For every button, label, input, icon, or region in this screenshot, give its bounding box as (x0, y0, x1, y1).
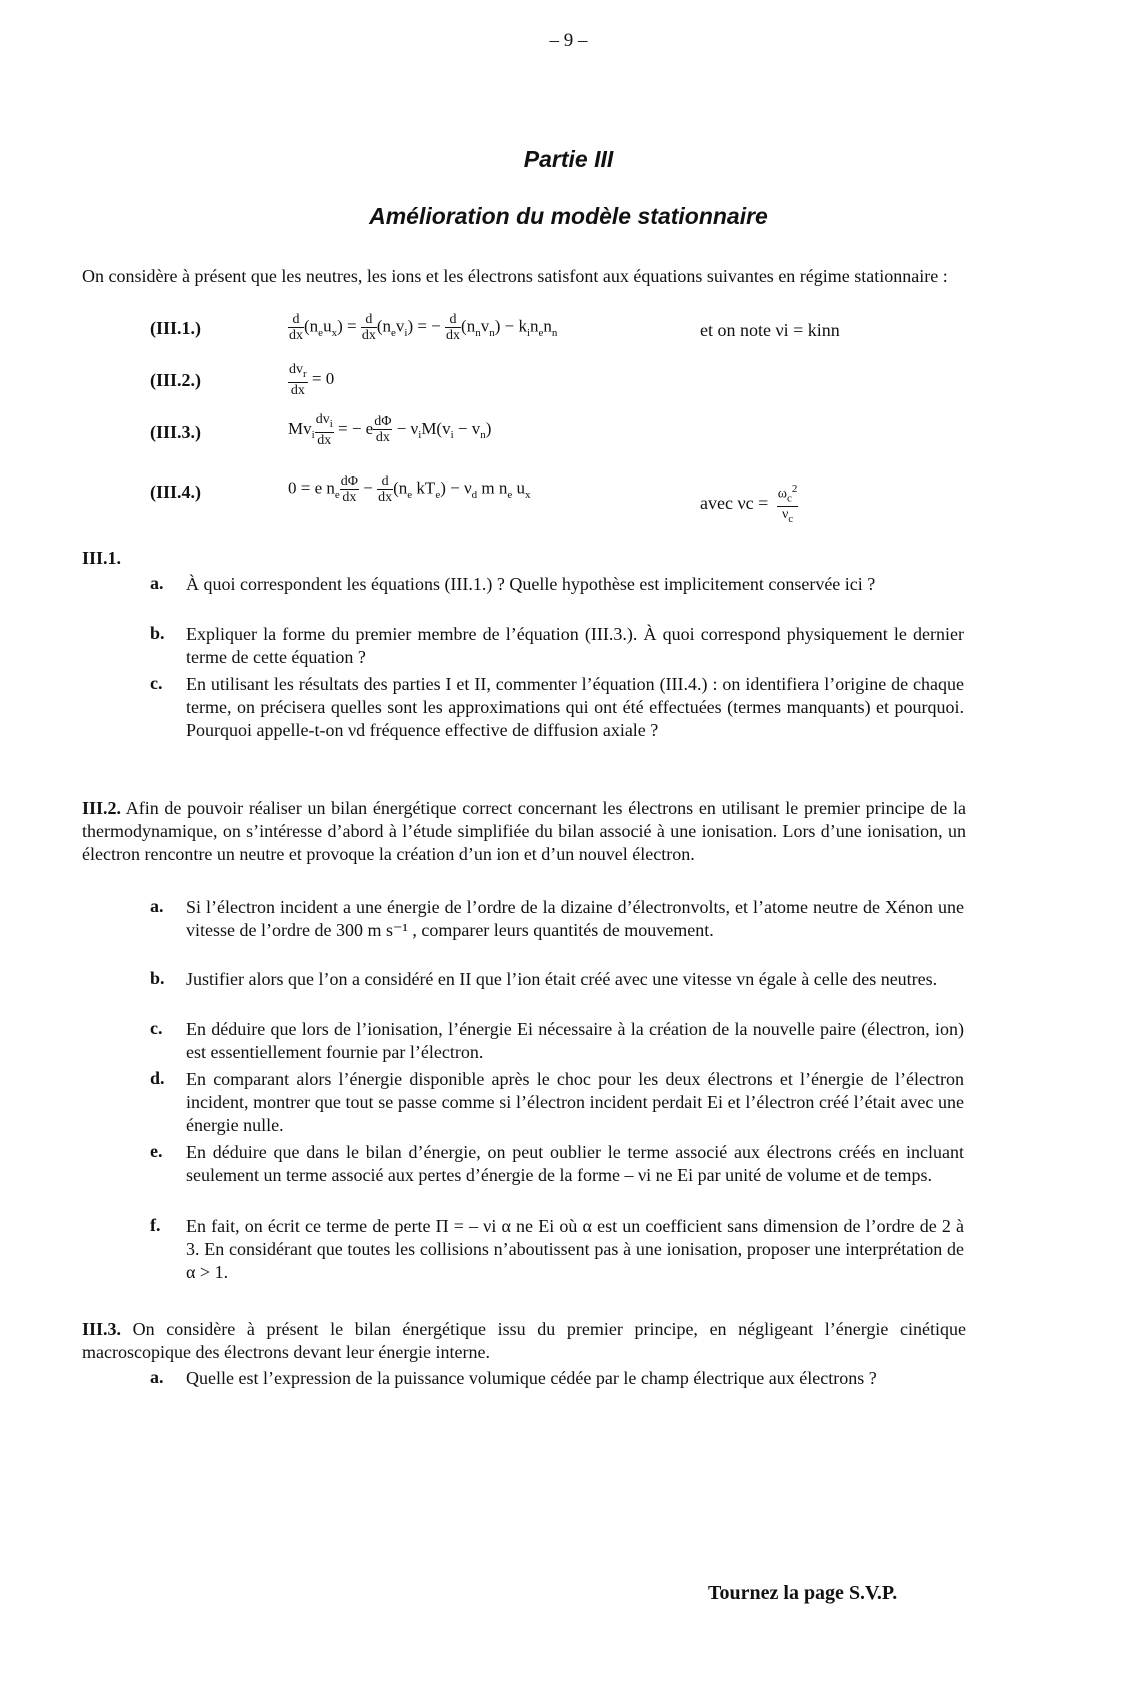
question-III-2-d: En comparant alors l’énergie disponible après le choc pour les deux électrons et l’énergie de l’électron incident, montrer que tout se passe comme si l’électron incident perdait Ei et l’électron créé l’était avec une énergie nulle. (186, 1069, 964, 1135)
question-III-2-e: En déduire que dans le bilan d’énergie, on peut oublier le terme associé aux électrons créés en incluant seulement un terme associé aux pertes d’énergie de la forme – νi ne Ei par unité de volume et de temps. (186, 1142, 964, 1185)
question-III-1-b: Expliquer la forme du premier membre de l’équation (III.3.). À quoi correspond physiquement le dernier terme de cette équation ? (186, 624, 964, 667)
equation-note-4 (700, 482, 798, 527)
equation-III-2: $\frac{dv_r}{dx}$ = 0 (289, 362, 335, 398)
section-III-3-intro-text: On considère à présent le bilan énergétique issu du premier principe, en négligeant l’énergie cinétique macroscopique des électrons devant leur énergie interne. (82, 1319, 967, 1362)
section-III-3-intro (82, 1318, 966, 1364)
item-letter: c. (150, 1018, 163, 1038)
equation-label-3: (III.3.) (150, 422, 202, 442)
item-letter: a. (150, 1367, 164, 1387)
question-III-1-a: À quoi correspondent les équations (III.1.) ? Quelle hypothèse est implicitement conservée ici ? (186, 574, 876, 594)
section-label-III-2: III.2. (82, 798, 122, 818)
question-III-2-a: Si l’électron incident a une énergie de l’ordre de la dizaine d’électronvolts, et l’atome neutre de Xénon une vitesse de l’ordre de 300 m s⁻¹ , comparer leurs quantités de mouvement. (186, 897, 964, 940)
section-label-III-1: III.1. (82, 548, 122, 568)
footer-turn-page: Tournez la page S.V.P. (708, 1582, 898, 1604)
item-letter: e. (150, 1141, 163, 1161)
equation-note-1: et on note νi = kinn (700, 320, 840, 340)
equation-III-3: $Mv_i$ $\frac{dv_i}{dx}$ = − e $\frac{d\Phi}{dx}$ − $\nu_iM(v_i - v_n)$ (288, 412, 492, 448)
equation-label-1: (III.1.) (150, 318, 202, 338)
equation-III-1: $\frac{d}{dx}$ $(n_eu_x)$ = $\frac{d}{dx}$ $(n_ev_i)$ = − $\frac{d}{dx}$ $(n_nv_n) - k_in_en_n$ (289, 312, 558, 343)
item-letter: c. (150, 673, 163, 693)
item-letter: b. (150, 968, 165, 988)
question-III-3-a: Quelle est l’expression de la puissance volumique cédée par le champ électrique aux électrons ? (186, 1368, 877, 1388)
section-label-III-3: III.3. (82, 1319, 122, 1339)
equation-III-4: 0 = e $n_e$ $\frac{d\Phi}{dx}$ − $\frac{d}{dx}$ ($n_e$ $kT_e) - \nu_d$ m $n_e$ $u_x$ (288, 474, 531, 505)
section-III-2-intro-text: Afin de pouvoir réaliser un bilan énergétique correct concernant les électrons en utilisant le premier principe de la thermodynamique, on s’intéresse d’abord à l’étude simplifiée du bilan associé à une ionisation. Lors d’une ionisation, un électron rencontre un neutre et provoque la création d’un ion et d’un nouvel électron. (82, 798, 966, 864)
item-letter: b. (150, 623, 165, 643)
equation-label-4: (III.4.) (150, 482, 202, 502)
question-III-1-c: En utilisant les résultats des parties I et II, commenter l’équation (III.4.) : on identifiera l’origine de chaque terme, on précisera quelles sont les approximations qui ont été effectuées (termes manquants) et pourquoi. Pourquoi appelle-t-on νd fréquence effective de diffusion axiale ? (186, 674, 964, 740)
nu-c-fraction: $\frac{\omega_c^2}{\nu_c}$ (777, 483, 798, 526)
page-number: – 9 – (549, 30, 588, 51)
question-III-2-f: En fait, on écrit ce terme de perte Π = – νi α ne Ei où α est un coefficient sans dimension de l’ordre de 2 à 3. En considérant que toutes les collisions n’aboutissent pas à une ionisation, proposer une interprétation de α > 1. (186, 1216, 964, 1282)
equation-note-4-text: avec νc = (700, 492, 769, 513)
intro-paragraph: On considère à présent que les neutres, les ions et les électrons satisfont aux équations suivantes en régime stationnaire : (82, 266, 948, 286)
question-III-2-c: En déduire que lors de l’ionisation, l’énergie Ei nécessaire à la création de la nouvelle paire (électron, ion) est essentiellement fournie par l’électron. (186, 1019, 964, 1062)
item-letter: a. (150, 573, 164, 593)
item-letter: d. (150, 1068, 165, 1088)
section-III-2-intro (82, 797, 966, 866)
section-subtitle: Amélioration du modèle stationnaire (369, 203, 768, 229)
item-letter: f. (150, 1215, 161, 1235)
part-title: Partie III (523, 146, 614, 172)
equation-label-2: (III.2.) (150, 370, 202, 390)
question-III-2-b: Justifier alors que l’on a considéré en II que l’ion était créé avec une vitesse vn égale à celle des neutres. (186, 969, 938, 989)
item-letter: a. (150, 896, 164, 916)
